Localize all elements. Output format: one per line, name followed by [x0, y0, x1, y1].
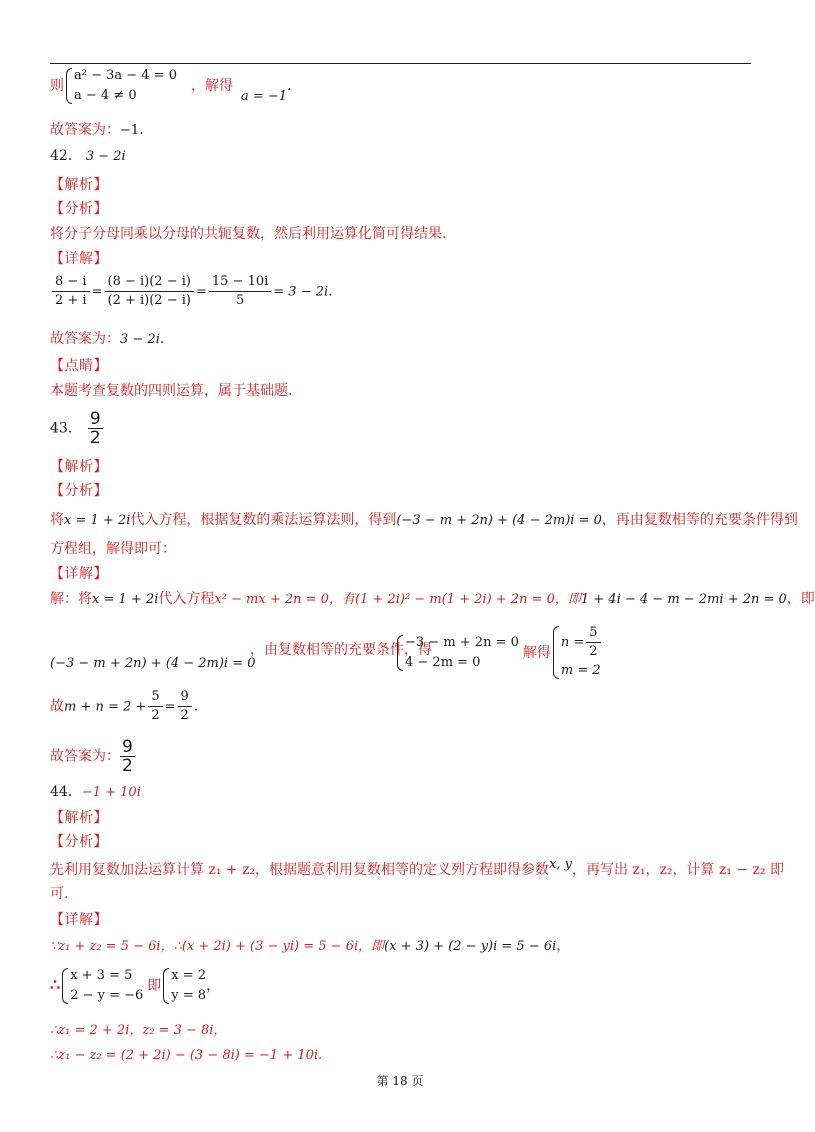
answer-label: 故答案为： — [50, 331, 120, 347]
denominator: 2 — [89, 428, 101, 448]
system-1 — [60, 966, 143, 1006]
denominator: (2 + i)(2 − i) — [107, 293, 191, 308]
system-row — [561, 661, 603, 681]
fraction — [52, 273, 90, 310]
text: ，即 — [786, 591, 815, 607]
denominator: 2 + i — [55, 293, 87, 308]
q43-heading — [50, 410, 103, 447]
equals: = — [91, 284, 103, 300]
q44-detail-line2 — [50, 966, 220, 1006]
intro-mid: ，解得 — [191, 78, 233, 94]
system-row: 4 − 2m = 0 — [405, 654, 481, 670]
denominator: 2 — [151, 708, 160, 723]
tag-jiexi: 【解析】 — [50, 177, 108, 193]
math: (x + 3) + (2 − y)i = 5 − 6i — [384, 939, 557, 954]
math: (−3 − m + 2n) + (4 − 2m)i = 0 — [50, 656, 256, 671]
q43-analysis-line1 — [50, 510, 798, 531]
denominator: 2 — [589, 644, 598, 659]
fraction — [209, 273, 271, 310]
text: 先利用复数加法运算计算 z₁ + z₂，根据题意利用复数相等的定义列方程即得参数 — [50, 862, 550, 878]
system-row: y = 8 — [171, 988, 207, 1003]
equals: = — [164, 699, 176, 715]
math: m + n = 2 + — [64, 699, 147, 715]
question-number: 44． — [50, 784, 82, 800]
intro-system — [64, 66, 177, 106]
q42-answer-line — [50, 329, 164, 350]
text: 代入方程，根据复数的乘法运算法则，得到 — [130, 512, 397, 528]
intro-line — [50, 66, 292, 106]
text: ，再由复数相等的充要条件得到 — [601, 512, 798, 528]
system-row: a² − 3a − 4 = 0 — [74, 68, 177, 83]
detail-line: ∴z₁ − z₂ = (2 + 2i) − (3 − 8i) = −1 + 10i. — [50, 1048, 323, 1063]
tag-fenxi: 【分析】 — [50, 201, 108, 217]
detail-line: ∴z₁ = 2 + 2i，z₂ = 3 − 8i， — [50, 1023, 227, 1038]
analysis-text: 方程组，解得即可： — [50, 541, 176, 557]
denominator: 2 — [122, 756, 133, 776]
system-row: 2 − y = −6 — [70, 988, 144, 1003]
tag-fenxi: 【分析】 — [50, 834, 108, 850]
q44-heading — [50, 782, 141, 803]
system-row: x = 2 — [171, 968, 207, 983]
fraction — [178, 688, 192, 725]
numerator: 9 — [178, 688, 192, 707]
denominator: 2 — [180, 708, 189, 723]
system-row: −3 − m + 2n = 0 — [405, 634, 519, 650]
system-row — [561, 624, 603, 661]
text: ， — [556, 938, 571, 954]
intro-end: . — [287, 78, 292, 94]
math: x = 1 + 2i — [92, 592, 159, 607]
math: x, y — [549, 857, 573, 872]
fraction — [586, 624, 600, 661]
math: m = 2 — [560, 663, 601, 678]
q44-detail-line1 — [50, 936, 570, 957]
q41-answer-line — [50, 120, 144, 141]
system-row: x + 3 = 5 — [70, 968, 133, 983]
math: x² − mx + 2n = 0，有(1 + 2i)² − m(1 + 2i) + 2n = 0，即 — [214, 592, 581, 607]
tag-fenxi: 【分析】 — [50, 483, 108, 499]
answer-label: 故答案为： — [50, 748, 120, 765]
equals: = — [195, 284, 207, 300]
result-end: . — [328, 283, 333, 300]
system-1 — [395, 633, 519, 673]
fraction — [148, 688, 162, 725]
analysis-text: 将分子分母同乘以分母的共轭复数，然后利用运算化简可得结果. — [50, 226, 447, 242]
text: ， — [206, 978, 221, 994]
text: 故 — [50, 698, 64, 715]
system-2 — [551, 624, 603, 681]
answer-value — [120, 738, 135, 775]
header-rule — [50, 63, 751, 64]
answer-label: 故答案为： — [50, 122, 120, 138]
remark-text: 本题考查复数的四则运算，属于基础题. — [50, 383, 293, 399]
answer-value: 3 − 2i — [120, 332, 160, 347]
tag-jiexi: 【解析】 — [50, 459, 108, 475]
question-answer — [88, 410, 103, 447]
analysis-text: 可. — [50, 886, 69, 902]
numerator: 9 — [89, 409, 101, 429]
tag-xiangjie: 【详解】 — [50, 566, 108, 582]
fraction — [105, 273, 194, 310]
answer-end: . — [139, 122, 144, 138]
numerator: 15 − 10i — [209, 273, 271, 292]
tag-xiangjie: 【详解】 — [50, 912, 108, 928]
text: . — [193, 698, 199, 715]
question-answer: 3 − 2i — [85, 149, 126, 164]
numerator: 5 — [586, 624, 600, 643]
answer-value: −1 — [120, 123, 140, 138]
q43-eq-left — [50, 653, 256, 674]
text: 将 — [50, 512, 64, 528]
math: x = 1 + 2i — [64, 513, 131, 528]
text: ，再写出 z₁，z₂，计算 z₁ − z₂ 即 — [572, 862, 784, 878]
q43-systems — [395, 624, 603, 681]
intro-result: a = −1 — [241, 89, 288, 104]
q43-answer-line — [50, 738, 135, 775]
text: 代入方程 — [158, 591, 215, 607]
text: ∴ — [50, 975, 61, 994]
question-number: 43． — [50, 420, 82, 437]
q43-detail-line1 — [50, 589, 815, 610]
numerator: 5 — [148, 688, 162, 707]
q43-final — [50, 688, 198, 725]
math: ∵z₁ + z₂ = 5 − 6i，∴(x + 2i) + (3 − yi) = 5 − 6i，即 — [50, 939, 385, 954]
numerator: 9 — [122, 737, 133, 757]
page-number: 第 18 页 — [376, 1074, 424, 1088]
system-row: a − 4 ≠ 0 — [74, 88, 137, 103]
question-answer: −1 + 10i — [81, 785, 141, 800]
math: (−3 − m + 2n) + (4 − 2m)i = 0 — [396, 513, 602, 528]
numerator: 8 − i — [52, 273, 90, 292]
tag-xiangjie: 【详解】 — [50, 251, 108, 267]
text: 解得 — [522, 644, 551, 661]
numerator: (8 − i)(2 − i) — [105, 273, 194, 292]
q44-analysis-line1 — [50, 857, 784, 881]
answer-end: . — [159, 331, 165, 347]
math: 1 + 4i − 4 − m − 2mi + 2n = 0 — [580, 592, 787, 607]
text: 即 — [147, 978, 162, 994]
q42-derivation — [50, 273, 333, 310]
result: = 3 − 2i — [273, 284, 329, 300]
system-2 — [161, 966, 206, 1006]
q42-heading — [50, 146, 126, 167]
question-number: 42． — [50, 148, 82, 164]
tag-dianjing: 【点睛】 — [50, 358, 108, 374]
text: 解：将 — [50, 591, 92, 607]
denominator: 5 — [235, 293, 245, 308]
tag-jiexi: 【解析】 — [50, 810, 108, 826]
text: ，由复数相等的充要条件，得 — [250, 642, 432, 658]
math: n = — [560, 635, 585, 650]
intro-lead: 则 — [50, 78, 64, 94]
